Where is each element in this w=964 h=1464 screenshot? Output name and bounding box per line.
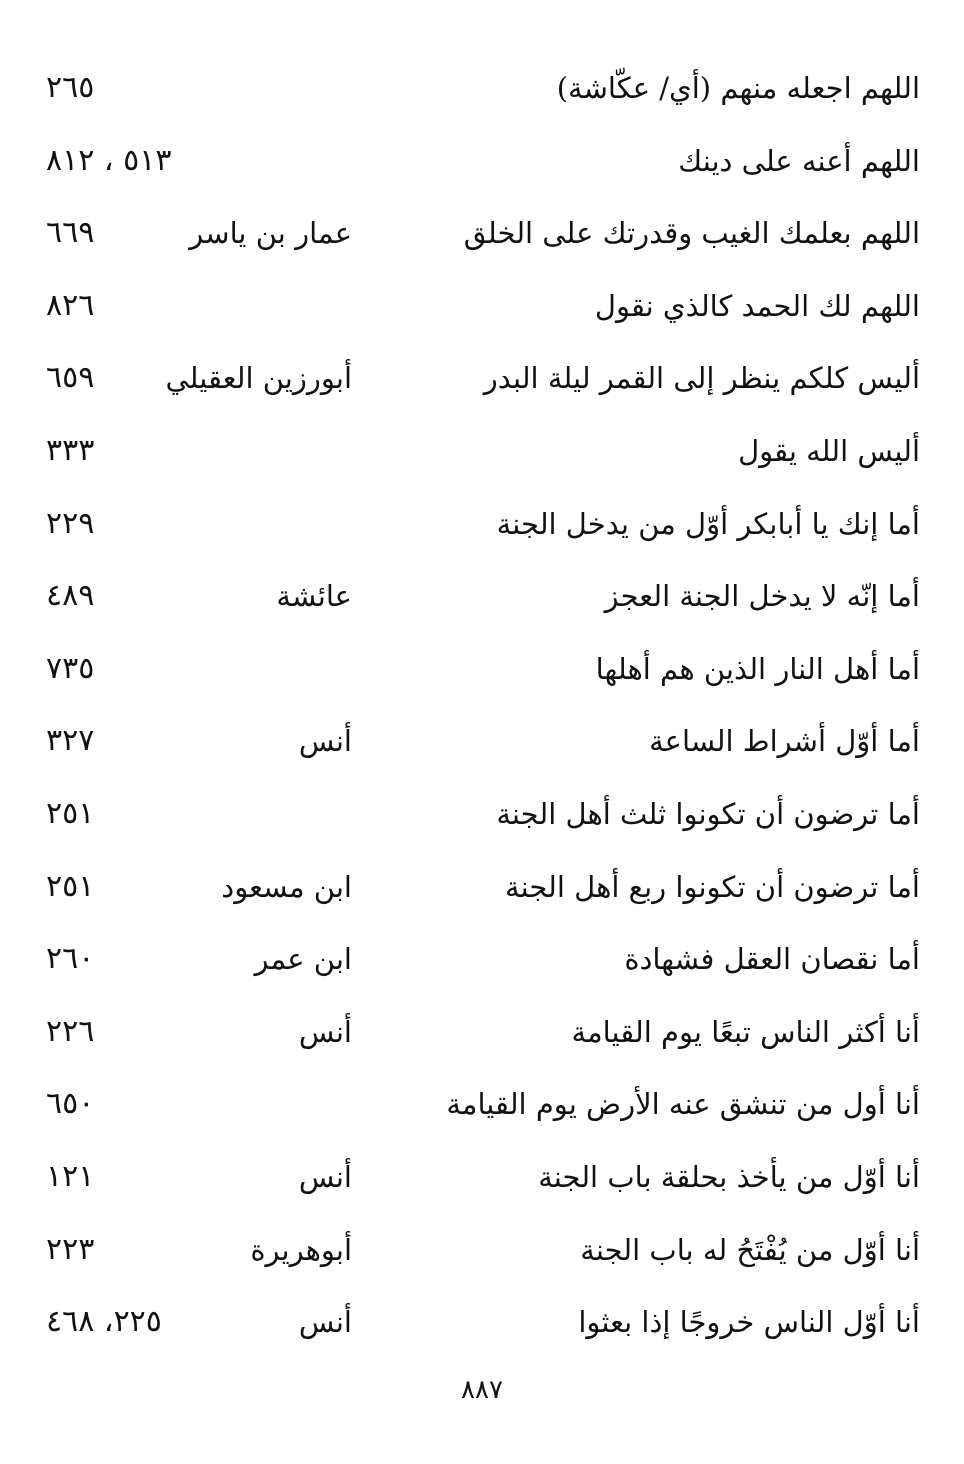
hadith-text: أما ترضون أن تكونوا ربع أهل الجنة — [505, 869, 920, 904]
hadith-text: أنا أكثر الناس تبعًا يوم القيامة — [571, 1014, 920, 1049]
page-references: ٦٦٩ — [46, 215, 95, 251]
hadith-text: أما نقصان العقل فشهادة — [624, 942, 920, 977]
page-references: ٢٢٦ — [46, 1013, 95, 1049]
index-row — [0, 270, 964, 343]
index-row — [0, 1214, 964, 1287]
hadith-text: أما أوّل أشراط الساعة — [649, 724, 920, 759]
page-references: ٢٢٥، ٤٦٨ — [46, 1304, 162, 1340]
index-row — [0, 560, 964, 633]
page-references: ٣٣٣ — [46, 432, 95, 468]
narrator-name: عمار بن ياسر — [189, 216, 352, 251]
hadith-text: اللهم لك الحمد كالذي نقول — [594, 288, 920, 323]
page-references: ٧٣٥ — [46, 650, 95, 686]
hadith-text: اللهم أعنه على دينك — [678, 143, 920, 178]
narrator-name: ابن مسعود — [221, 869, 352, 904]
page-references: ١٢١ — [46, 1158, 95, 1194]
page-references: ٦٥٩ — [46, 360, 95, 396]
page-references: ٢٢٩ — [46, 505, 95, 541]
page-references: ٨٢٦ — [46, 287, 95, 323]
hadith-text: اللهم بعلمك الغيب وقدرتك على الخلق — [463, 216, 920, 251]
page-references: ٢٦٥ — [46, 70, 95, 105]
narrator-name: أنس — [298, 1159, 352, 1194]
index-row — [0, 923, 964, 996]
index-row — [0, 633, 964, 706]
index-row — [0, 996, 964, 1069]
hadith-text: أنا أوّل من يُفْتَحُ له باب الجنة — [580, 1232, 920, 1267]
hadith-text: أليس الله يقول — [738, 433, 920, 468]
index-row — [0, 125, 964, 198]
page-references: ٢٥١ — [46, 795, 95, 831]
hadith-text: أنا أوّل الناس خروجًا إذا بعثوا — [578, 1305, 920, 1340]
narrator-name: أبورزين العقيلي — [165, 361, 352, 396]
index-row — [0, 1141, 964, 1214]
hadith-text: أما أهل النار الذين هم أهلها — [595, 651, 920, 686]
narrator-name: أنس — [298, 1014, 352, 1049]
page-references: ٥١٣ ، ٨١٢ — [46, 142, 172, 178]
index-row — [0, 415, 964, 488]
index-row — [0, 778, 964, 851]
hadith-text: اللهم اجعله منهم (أي/ عكّاشة) — [556, 71, 920, 105]
page-references: ٦٥٠ — [46, 1086, 95, 1122]
page-references: ٤٨٩ — [46, 578, 95, 614]
index-row — [0, 1286, 964, 1359]
index-row — [0, 705, 964, 778]
hadith-text: أما إنك يا أبابكر أوّل من يدخل الجنة — [496, 506, 920, 541]
index-row — [0, 342, 964, 415]
narrator-name: عائشة — [276, 579, 352, 614]
page-number: ٨٨٧ — [461, 1375, 503, 1405]
narrator-name: أبوهريرة — [250, 1232, 352, 1267]
narrator-name: أنس — [298, 1305, 352, 1340]
index-row — [0, 1068, 964, 1141]
index-row — [0, 197, 964, 270]
index-row — [0, 52, 964, 125]
page-references: ٢٥١ — [46, 868, 95, 904]
page-references: ٢٦٠ — [46, 941, 95, 977]
index-row — [0, 488, 964, 561]
hadith-text: أليس كلكم ينظر إلى القمر ليلة البدر — [483, 361, 920, 396]
hadith-text: أما إنّه لا يدخل الجنة العجز — [604, 579, 920, 614]
hadith-text: أنا أول من تنشق عنه الأرض يوم القيامة — [446, 1087, 920, 1122]
page-references: ٢٢٣ — [46, 1231, 95, 1267]
hadith-index-list — [0, 52, 964, 1359]
page-references: ٣٢٧ — [46, 723, 95, 759]
narrator-name: ابن عمر — [254, 942, 352, 977]
hadith-text: أما ترضون أن تكونوا ثلث أهل الجنة — [496, 796, 920, 831]
hadith-text: أنا أوّل من يأخذ بحلقة باب الجنة — [538, 1159, 920, 1194]
index-row — [0, 851, 964, 924]
narrator-name: أنس — [298, 724, 352, 759]
